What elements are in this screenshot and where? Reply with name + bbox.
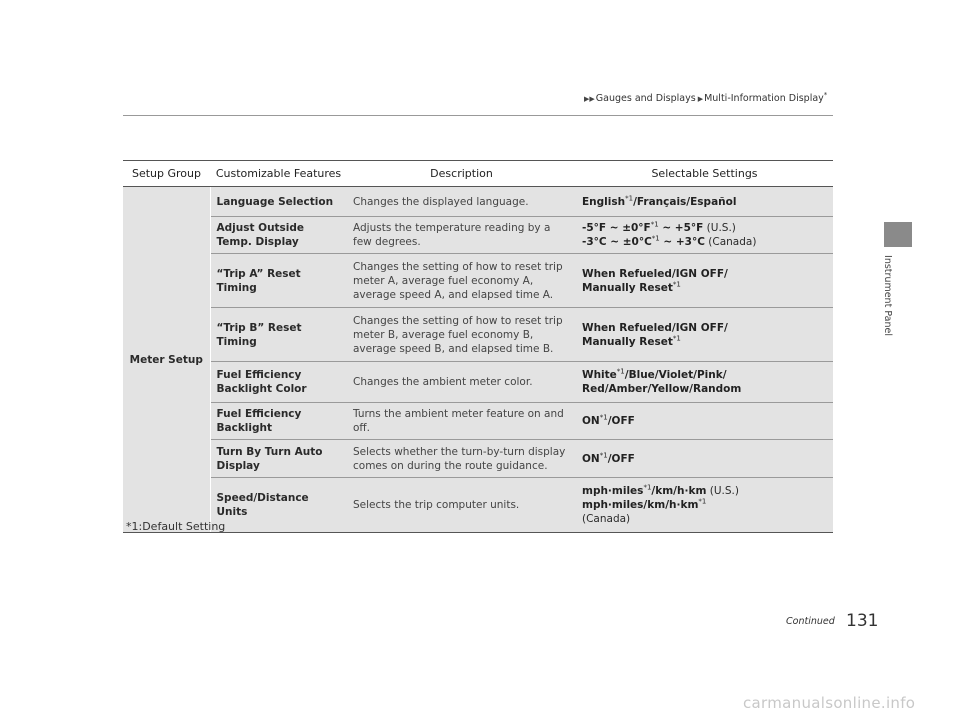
table-row <box>123 440 833 478</box>
feature-cell: “Trip B” Reset Timing <box>210 308 347 362</box>
description-cell: Changes the displayed language. <box>347 187 576 217</box>
setup-group-cell: Meter Setup <box>123 187 210 533</box>
table-row <box>123 478 833 533</box>
feature-cell: Fuel Efficiency Backlight <box>210 403 347 440</box>
table-row <box>123 403 833 440</box>
column-header-description: Description <box>347 161 576 187</box>
description-cell: Selects whether the turn-by-turn display comes on during the route guidance. <box>347 440 576 478</box>
feature-cell: “Trip A” Reset Timing <box>210 254 347 308</box>
section-tab-marker <box>884 222 912 247</box>
description-cell: Changes the setting of how to reset trip meter A, average fuel economy A, average speed A, and elapsed time A. <box>347 254 576 308</box>
description-cell: Selects the trip computer units. <box>347 478 576 533</box>
continued-label: Continued <box>786 616 835 627</box>
breadcrumb-gauges-and-displays[interactable]: Gauges and Displays <box>595 93 696 104</box>
settings-cell: ON$^{*1}$/OFF <box>576 403 833 440</box>
column-header-setup-group: Setup Group <box>123 161 210 187</box>
page-number: 131 <box>846 611 879 631</box>
table-row <box>123 217 833 254</box>
settings-cell: When Refueled/IGN OFF/ Manually Reset$^{*1}$ <box>576 308 833 362</box>
feature-cell: Fuel Efficiency Backlight Color <box>210 362 347 403</box>
settings-cell: mph·miles$^{*1}$/km/h·km (U.S.) $mph\cdot miles/km/h\cdot km^{*1}$ (Canada) <box>576 478 833 533</box>
settings-cell: -5°F ~ $\pm 0^\circ F^{*1}$ ~ +5°F (U.S.) -3°C ~ $\pm 0^\circ C^{*1}$ ~ +3°C (Canada) <box>576 217 833 254</box>
description-cell: Adjusts the temperature reading by a few degrees. <box>347 217 576 254</box>
feature-cell: Turn By Turn Auto Display <box>210 440 347 478</box>
settings-table <box>123 160 833 533</box>
settings-cell: ON$^{*1}$/OFF <box>576 440 833 478</box>
settings-cell: When Refueled/IGN OFF/ Manually Reset$^{*1}$ <box>576 254 833 308</box>
feature-cell: Language Selection <box>210 187 347 217</box>
settings-cell: White$^{*1}$/Blue/Violet/Pink/ Red/Amber/Yellow/Random <box>576 362 833 403</box>
breadcrumb-multi-information-display[interactable]: Multi-Information Display <box>704 93 824 104</box>
feature-cell: Speed/Distance Units <box>210 478 347 533</box>
header-rule <box>123 115 833 116</box>
table-row <box>123 362 833 403</box>
description-cell: Turns the ambient meter feature on and off. <box>347 403 576 440</box>
watermark: carmanualsonline.info <box>743 694 916 712</box>
table-row <box>123 308 833 362</box>
side-section-label: Instrument Panel <box>881 255 893 336</box>
default-setting-footnote: *1:Default Setting <box>126 520 226 533</box>
breadcrumb-arrow-icon: ▶▶ <box>584 94 595 103</box>
description-cell: Changes the setting of how to reset trip meter B, average fuel economy B, average speed B, and elapsed time B. <box>347 308 576 362</box>
column-header-features: Customizable Features <box>210 161 347 187</box>
feature-cell: Adjust Outside Temp. Display <box>210 217 347 254</box>
settings-cell: English$^{*1}$/Français/Español <box>576 187 833 217</box>
table-row <box>123 254 833 308</box>
description-cell: Changes the ambient meter color. <box>347 362 576 403</box>
breadcrumb: ▶▶ Gauges and Displays ▶ Multi-Information Display * <box>584 90 828 104</box>
table-row <box>123 187 833 217</box>
table-header-row <box>123 161 833 187</box>
column-header-selectable-settings: Selectable Settings <box>576 161 833 187</box>
breadcrumb-arrow-icon: ▶ <box>697 94 704 103</box>
